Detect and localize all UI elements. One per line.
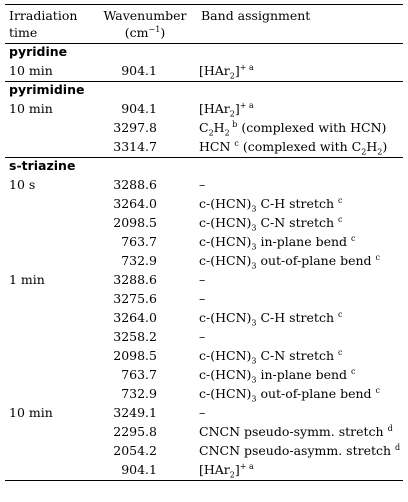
wavenumber: 3297.8 [113,120,157,135]
wavenumber: 3275.6 [113,291,157,306]
assignment-fragment: (complexed with C [238,139,362,154]
assignment-fragment: c-(HCN) [199,196,252,211]
wavenumber: 2098.5 [113,215,157,230]
assignment-fragment: + a [239,461,254,471]
assignment-fragment: 3 [251,242,257,252]
table-header [5,5,403,43]
assignment-fragment: ) [382,139,388,154]
band-assignment [199,233,356,252]
section-header [5,158,403,176]
table-row [5,233,403,252]
assignment-fragment: c [375,385,380,395]
table-row [5,309,403,328]
table-row [5,404,403,423]
wavenumber: 2054.2 [113,443,157,458]
wavenumber: 763.7 [121,367,157,382]
assignment-fragment: + a [239,62,254,72]
band-assignment [199,385,380,404]
wavenumber: 763.7 [121,234,157,249]
band-assignment [199,100,254,119]
assignment-fragment: C-H stretch [256,310,338,325]
header-wavenumber-unit [100,24,190,41]
table-row [5,214,403,233]
assignment-fragment: c [351,233,356,243]
header-wavenumber [100,7,190,41]
assignment-fragment: 3 [251,204,257,214]
table-row [5,195,403,214]
assignment-fragment: c-(HCN) [199,253,252,268]
wavenumber: 732.9 [121,386,157,401]
assignment-fragment: 3 [251,318,257,328]
band-assignment [199,252,380,271]
assignment-fragment: HCN [199,139,235,154]
assignment-fragment: c [338,347,343,357]
header-time-line1: Irradiation [9,8,78,23]
assignment-fragment: – [199,272,206,287]
assignment-fragment: H [366,139,378,154]
assignment-fragment: c [375,252,380,262]
table-row [5,366,403,385]
irradiation-time: 10 min [9,63,53,78]
assignment-fragment: c [234,138,239,148]
assignment-fragment: C-H stretch [256,196,338,211]
bottom-rule [5,480,403,481]
assignment-fragment: c-(HCN) [199,386,252,401]
assignment-fragment: C-N stretch [256,348,339,363]
assignment-fragment: – [199,405,206,420]
table-row [5,138,403,157]
table-row [5,328,403,347]
assignment-fragment: CNCN pseudo-symm. stretch [199,424,388,439]
table-row [5,119,403,138]
assignment-fragment: d [387,423,393,433]
irradiation-time: 10 s [9,177,36,192]
assignment-fragment: c-(HCN) [199,367,252,382]
wavenumber: 3314.7 [113,139,157,154]
assignment-fragment: 2 [224,128,230,138]
band-assignment [199,195,343,214]
band-assignment [199,443,400,458]
assignment-fragment: in-plane bend [256,367,352,382]
assignment-fragment: out-of-plane bend [256,253,376,268]
wavenumber: 3264.0 [113,310,157,325]
assignment-fragment: C-N stretch [256,215,339,230]
band-assignment [199,291,205,306]
section-name: pyridine [9,44,68,59]
assignment-fragment: 3 [251,356,257,366]
assignment-fragment: 3 [251,375,257,385]
assignment-fragment: ] [234,101,240,116]
header-wavenumber-line1: Wavenumber [103,8,187,23]
assignment-fragment: 3 [251,223,257,233]
assignment-fragment: 2 [229,470,235,480]
irradiation-time: 10 min [9,101,53,116]
assignment-fragment: c-(HCN) [199,215,252,230]
table-row [5,461,403,480]
table-row [5,385,403,404]
table-row [5,62,403,81]
band-assignment [199,424,393,439]
table-row [5,423,403,442]
assignment-fragment: 2 [229,109,235,119]
assignment-fragment: b [229,119,238,129]
assignment-fragment: ] [234,462,240,477]
assignment-fragment: 2 [229,71,235,81]
assignment-fragment: c-(HCN) [199,348,252,363]
assignment-fragment: in-plane bend [256,234,352,249]
band-assignment [199,366,356,385]
assignment-fragment: – [199,329,206,344]
table-row [5,176,403,195]
assignment-fragment: [HAr [199,101,230,116]
wavenumber: 3288.6 [113,177,157,192]
wavenumber: 3288.6 [113,272,157,287]
assignment-fragment: + a [239,100,254,110]
wavenumber: 904.1 [121,462,157,477]
assignment-fragment: (complexed with HCN) [237,120,387,135]
assignment-fragment: [HAr [199,63,230,78]
irradiation-time: 10 min [9,405,53,420]
wavenumber: 3264.0 [113,196,157,211]
band-assignment [199,138,388,157]
section-name: pyrimidine [9,82,85,97]
assignment-fragment: 2 [377,147,383,157]
assignment-fragment: c [337,309,343,319]
band-assignment [199,214,343,233]
table-row [5,100,403,119]
assignment-fragment: d [395,442,401,452]
assignment-fragment: c [337,195,343,205]
wavenumber: 732.9 [121,253,157,268]
assignment-fragment: c [351,366,356,376]
wavenumber: 3249.1 [113,405,157,420]
assignment-fragment: – [199,291,206,306]
band-assignment [199,119,387,138]
band-assignment [199,177,205,192]
band-assignment [199,309,343,328]
assignment-fragment: H [213,120,225,135]
assignment-fragment: 2 [208,128,214,138]
irradiation-time: 1 min [9,272,45,287]
header-assignment: Band assignment [201,8,311,23]
table-row [5,290,403,309]
header-time-line2: time [9,25,38,40]
unit-text: (cm [124,25,149,40]
assignment-fragment: c-(HCN) [199,234,252,249]
assignment-fragment: CNCN pseudo-asymm. stretch [199,443,396,458]
assignment-fragment: 2 [361,147,367,157]
header-time [9,7,77,41]
table-body [5,44,403,480]
wavenumber: 2098.5 [113,348,157,363]
assignment-fragment: out-of-plane bend [256,386,376,401]
wavenumber: 904.1 [121,101,157,116]
assignment-fragment: [HAr [199,462,230,477]
wavenumber: 2295.8 [113,424,157,439]
band-assignment [199,329,205,344]
wavenumber: 904.1 [121,63,157,78]
band-assignment [199,62,254,81]
assignment-table [5,4,403,481]
band-assignment [199,461,254,480]
assignment-fragment: 3 [251,394,257,404]
band-assignment [199,272,205,287]
assignment-fragment: c [338,214,343,224]
band-assignment [199,405,205,420]
assignment-fragment: – [199,177,206,192]
section-name: s-triazine [9,158,76,173]
table-row [5,252,403,271]
assignment-fragment: 3 [251,261,257,271]
band-assignment [199,347,343,366]
table-row [5,347,403,366]
table-row [5,271,403,290]
assignment-fragment: C [199,120,209,135]
wavenumber: 3258.2 [113,329,157,344]
section-header [5,82,403,100]
assignment-fragment: c-(HCN) [199,310,252,325]
table-row [5,442,403,461]
unit-close: ) [160,25,166,40]
assignment-fragment: ] [234,63,240,78]
unit-exponent: −1 [148,24,161,34]
section-header [5,44,403,62]
